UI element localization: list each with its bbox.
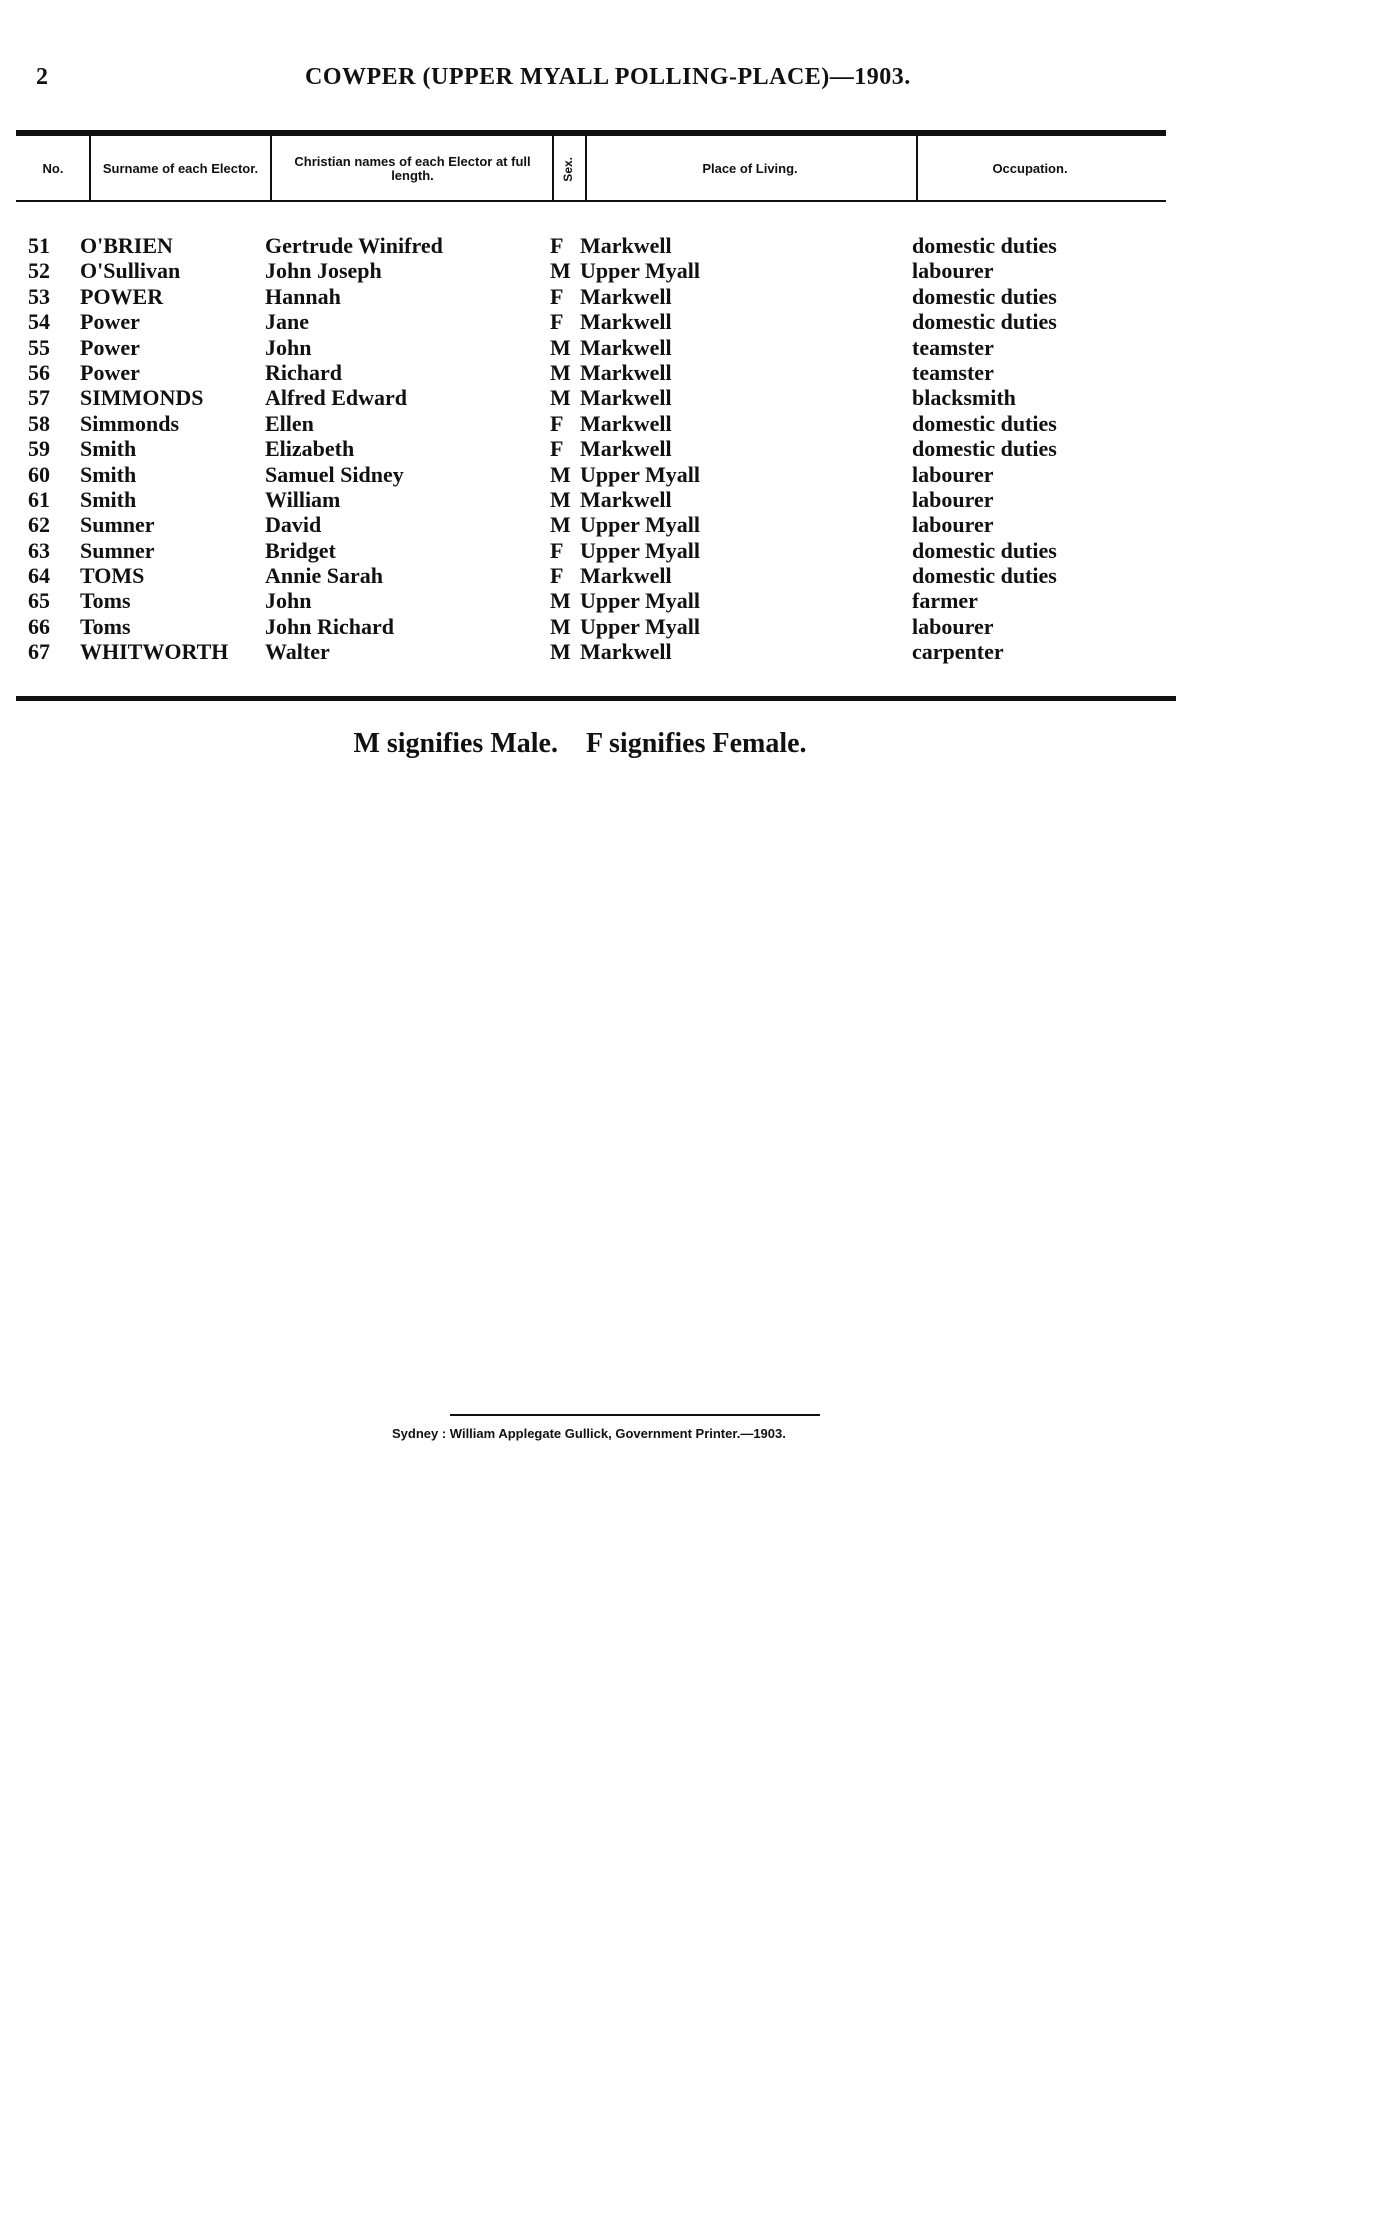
elector-sex: M <box>550 461 571 487</box>
elector-row <box>0 360 1382 385</box>
elector-place: Markwell <box>580 283 672 309</box>
elector-occupation: domestic duties <box>912 309 1057 335</box>
elector-sex: F <box>550 309 564 335</box>
elector-number: 66 <box>28 613 50 639</box>
elector-place: Upper Myall <box>580 258 700 284</box>
elector-number: 65 <box>28 588 50 614</box>
elector-row <box>0 436 1382 461</box>
elector-occupation: labourer <box>912 486 994 512</box>
elector-surname: Smith <box>80 486 137 512</box>
elector-surname: POWER <box>80 283 164 309</box>
elector-row <box>0 411 1382 436</box>
elector-christian-names: Hannah <box>265 283 341 309</box>
header-rule-bottom <box>16 200 1166 202</box>
elector-occupation: domestic duties <box>912 410 1057 436</box>
elector-row <box>0 538 1382 563</box>
elector-christian-names: David <box>265 512 322 538</box>
elector-christian-names: Samuel Sidney <box>265 461 404 487</box>
elector-number: 54 <box>28 309 50 335</box>
elector-occupation: labourer <box>912 258 994 284</box>
elector-place: Upper Myall <box>580 613 700 639</box>
elector-sex: M <box>550 334 571 360</box>
elector-surname: Toms <box>80 588 131 614</box>
elector-christian-names: John <box>265 588 312 614</box>
header-place: Place of Living. <box>702 161 798 176</box>
elector-christian-names: Alfred Edward <box>265 385 407 411</box>
elector-christian-names: Jane <box>265 309 309 335</box>
elector-row <box>0 462 1382 487</box>
elector-christian-names: Richard <box>265 359 342 385</box>
header-divider <box>585 136 587 200</box>
elector-surname: Smith <box>80 461 137 487</box>
elector-occupation: teamster <box>912 359 994 385</box>
elector-number: 56 <box>28 359 50 385</box>
elector-christian-names: William <box>265 486 341 512</box>
elector-sex: M <box>550 639 571 665</box>
header-no: No. <box>42 161 64 176</box>
elector-number: 63 <box>28 537 50 563</box>
page-number: 2 <box>36 64 48 90</box>
elector-place: Markwell <box>580 436 672 462</box>
elector-sex: F <box>550 410 564 436</box>
elector-place: Markwell <box>580 639 672 665</box>
elector-occupation: teamster <box>912 334 994 360</box>
elector-number: 62 <box>28 512 50 538</box>
elector-row <box>0 614 1382 639</box>
elector-place: Markwell <box>580 410 672 436</box>
elector-row <box>0 258 1382 283</box>
elector-surname: Power <box>80 334 140 360</box>
elector-occupation: carpenter <box>912 639 1004 665</box>
elector-surname: O'Sullivan <box>80 258 181 284</box>
elector-occupation: domestic duties <box>912 436 1057 462</box>
elector-place: Upper Myall <box>580 537 700 563</box>
elector-christian-names: Annie Sarah <box>265 563 383 589</box>
header-divider <box>916 136 918 200</box>
elector-christian-names: Walter <box>265 639 330 665</box>
elector-occupation: farmer <box>912 588 978 614</box>
printer-rule <box>450 1414 820 1416</box>
elector-sex: M <box>550 385 571 411</box>
page-title: COWPER (UPPER MYALL POLLING-PLACE)—1903. <box>305 64 911 90</box>
elector-surname: Toms <box>80 613 131 639</box>
elector-surname: O'BRIEN <box>80 233 173 258</box>
elector-surname: Power <box>80 359 140 385</box>
header-divider <box>270 136 272 200</box>
elector-number: 61 <box>28 486 50 512</box>
elector-christian-names: Elizabeth <box>265 436 355 462</box>
elector-christian-names: John Richard <box>265 613 394 639</box>
elector-place: Markwell <box>580 233 672 258</box>
elector-number: 55 <box>28 334 50 360</box>
electors-list <box>0 233 1382 665</box>
elector-place: Markwell <box>580 385 672 411</box>
elector-sex: F <box>550 233 564 258</box>
elector-place: Markwell <box>580 563 672 589</box>
header-occupation: Occupation. <box>992 161 1068 176</box>
elector-surname: Sumner <box>80 512 155 538</box>
elector-sex: M <box>550 512 571 538</box>
elector-occupation: labourer <box>912 512 994 538</box>
elector-sex: M <box>550 486 571 512</box>
elector-sex: M <box>550 359 571 385</box>
elector-row <box>0 512 1382 537</box>
elector-occupation: domestic duties <box>912 537 1057 563</box>
elector-sex: F <box>550 563 564 589</box>
elector-occupation: domestic duties <box>912 563 1057 589</box>
elector-number: 53 <box>28 283 50 309</box>
elector-row <box>0 284 1382 309</box>
header-sex-cell <box>553 138 583 200</box>
elector-number: 52 <box>28 258 50 284</box>
elector-sex: M <box>550 258 571 284</box>
elector-surname: SIMMONDS <box>80 385 204 411</box>
header-christian: Christian names of each Elector at full length. <box>294 154 531 183</box>
elector-occupation: blacksmith <box>912 385 1016 411</box>
elector-number: 60 <box>28 461 50 487</box>
header-rule-top <box>16 130 1166 136</box>
elector-row <box>0 487 1382 512</box>
footer-rule <box>16 696 1176 701</box>
elector-place: Markwell <box>580 334 672 360</box>
elector-row <box>0 563 1382 588</box>
printer-imprint: Sydney : William Applegate Gullick, Government Printer.—1903. <box>392 1426 786 1441</box>
sex-legend: M signifies Male. F signifies Female. <box>353 728 807 759</box>
elector-row <box>0 309 1382 334</box>
elector-surname: Smith <box>80 436 137 462</box>
elector-surname: Power <box>80 309 140 335</box>
elector-number: 64 <box>28 563 50 589</box>
elector-place: Markwell <box>580 359 672 385</box>
elector-row <box>0 385 1382 410</box>
elector-sex: M <box>550 613 571 639</box>
elector-place: Markwell <box>580 486 672 512</box>
elector-christian-names: Bridget <box>265 537 336 563</box>
elector-number: 57 <box>28 385 50 411</box>
elector-row <box>0 335 1382 360</box>
elector-place: Upper Myall <box>580 512 700 538</box>
elector-number: 59 <box>28 436 50 462</box>
elector-place: Markwell <box>580 309 672 335</box>
elector-christian-names: John Joseph <box>265 258 382 284</box>
elector-row <box>0 639 1382 664</box>
header-surname: Surname of each Elector. <box>102 161 259 176</box>
elector-row <box>0 233 1382 258</box>
elector-occupation: labourer <box>912 461 994 487</box>
elector-sex: F <box>550 436 564 462</box>
header-divider <box>89 136 91 200</box>
elector-row <box>0 588 1382 613</box>
elector-number: 67 <box>28 639 50 665</box>
elector-place: Upper Myall <box>580 588 700 614</box>
elector-number: 58 <box>28 410 50 436</box>
elector-sex: F <box>550 283 564 309</box>
elector-sex: F <box>550 537 564 563</box>
elector-christian-names: Gertrude Winifred <box>265 233 443 258</box>
header-sex: Sex. <box>561 156 575 182</box>
elector-surname: Simmonds <box>80 410 180 436</box>
elector-place: Upper Myall <box>580 461 700 487</box>
elector-christian-names: Ellen <box>265 410 314 436</box>
elector-occupation: domestic duties <box>912 233 1057 258</box>
elector-occupation: labourer <box>912 613 994 639</box>
elector-surname: TOMS <box>80 563 145 589</box>
elector-christian-names: John <box>265 334 312 360</box>
elector-occupation: domestic duties <box>912 283 1057 309</box>
elector-sex: M <box>550 588 571 614</box>
elector-number: 51 <box>28 233 50 258</box>
elector-surname: Sumner <box>80 537 155 563</box>
elector-surname: WHITWORTH <box>80 639 229 665</box>
